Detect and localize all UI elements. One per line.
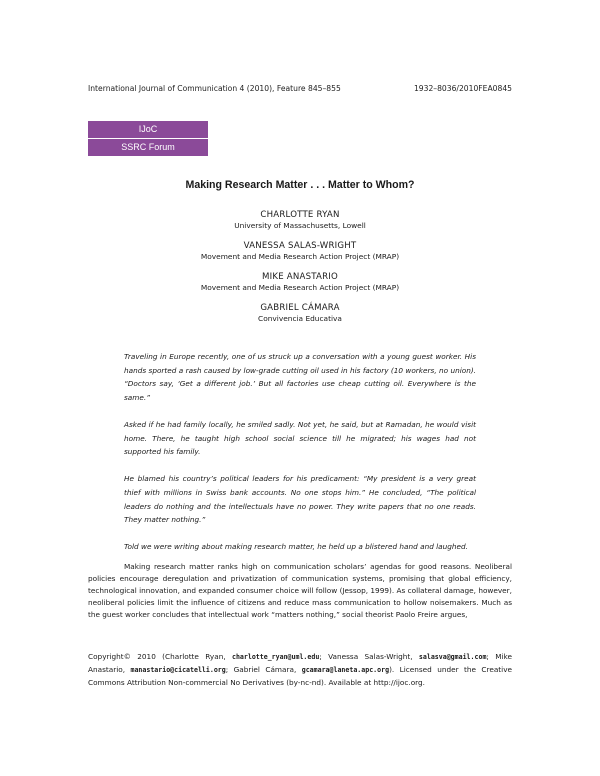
author-name: CHARLOTTE RYAN	[260, 210, 340, 220]
epigraph-paragraph: Told we were writing about making research matter, he held up a blistered hand and laughed.	[124, 542, 468, 552]
copyright-notice	[88, 651, 512, 689]
badge-ssrc-forum: SSRC Forum	[88, 139, 208, 156]
email-link[interactable]: salasva@gmail.com	[418, 653, 487, 661]
author-name: MIKE ANASTARIO	[262, 272, 338, 282]
copyright-text: ; Mike Anastario,	[88, 652, 512, 674]
author-block	[88, 209, 512, 231]
author-name: GABRIEL CÁMARA	[260, 303, 340, 313]
copyright-text: ; Vanessa Salas-Wright,	[319, 652, 419, 661]
email-link[interactable]: charlotte_ryan@uml.edu	[231, 653, 320, 661]
forum-badge	[88, 121, 208, 156]
article-title: Making Research Matter . . . Matter to Whom?	[185, 179, 415, 191]
email-link[interactable]: manastario@cicatelli.org	[130, 665, 226, 674]
author-block	[88, 302, 512, 324]
running-header	[88, 84, 512, 93]
author-list	[88, 209, 512, 333]
copyright-text: Copyright© 2010 (Charlotte Ryan,	[88, 652, 232, 661]
author-block	[88, 240, 512, 262]
epigraph-paragraph: Asked if he had family locally, he smiled sadly. Not yet, he said, but at Ramadan, he would visit home. There, he taught high school social science till he migrated; his wages had not supported his family.	[124, 419, 476, 457]
body-paragraph: Making research matter ranks high on communication scholars’ agendas for good reasons. Neoliberal policies encourage deregulation and privatization of communication systems, promising that global efficiency, technological innovation, and expanded consumer choice will follow (Jessop, 1999). As collateral damage, however, neoliberal policies limit the influence of citizens and reduce mass communication to hollow noisemakers. Much as the guest worker concludes that intellectual work “matters nothing,” social theorist Paolo Freire argues,	[88, 562, 512, 619]
author-affiliation: University of Massachusetts, Lowell	[234, 221, 366, 230]
author-affiliation: Convivencia Educativa	[258, 314, 342, 323]
issn: 1932–8036/2010FEA0845	[413, 84, 512, 93]
epigraph-paragraph: He blamed his country’s political leaders for his predicament: “My president is a very great thief with millions in Swiss bank accounts. No one stops him.” He concluded, “The political leaders do nothing and the intellectuals have no power. They write papers that no one reads. They matter nothing.”	[124, 474, 476, 525]
copyright-text: ; Gabriel Cámara,	[225, 664, 302, 674]
copyright-text: ). Licensed under the Creative Commons Attribution Non-commercial No Derivatives (by-nc-nd). Available at http://ijoc.org.	[88, 664, 512, 687]
email-link[interactable]: gcamara@laneta.apc.org	[301, 665, 390, 674]
author-name: VANESSA SALAS-WRIGHT	[243, 241, 357, 251]
author-affiliation: Movement and Media Research Action Project (MRAP)	[200, 252, 400, 261]
epigraph	[124, 350, 476, 568]
author-affiliation: Movement and Media Research Action Project (MRAP)	[200, 283, 400, 292]
badge-ijoc: IJoC	[88, 121, 208, 138]
author-block	[88, 271, 512, 293]
journal-citation: International Journal of Communication 4 (2010), Feature 845–855	[88, 84, 341, 93]
epigraph-paragraph: Traveling in Europe recently, one of us struck up a conversation with a young guest worker. His hands sported a rash caused by low-grade cutting oil used in his factory (10 workers, no union). “Doctors say, ‘Get a different job.’ But all factories use cheap cutting oil. Everywhere is the same.”	[124, 352, 476, 402]
body-text	[88, 561, 512, 621]
